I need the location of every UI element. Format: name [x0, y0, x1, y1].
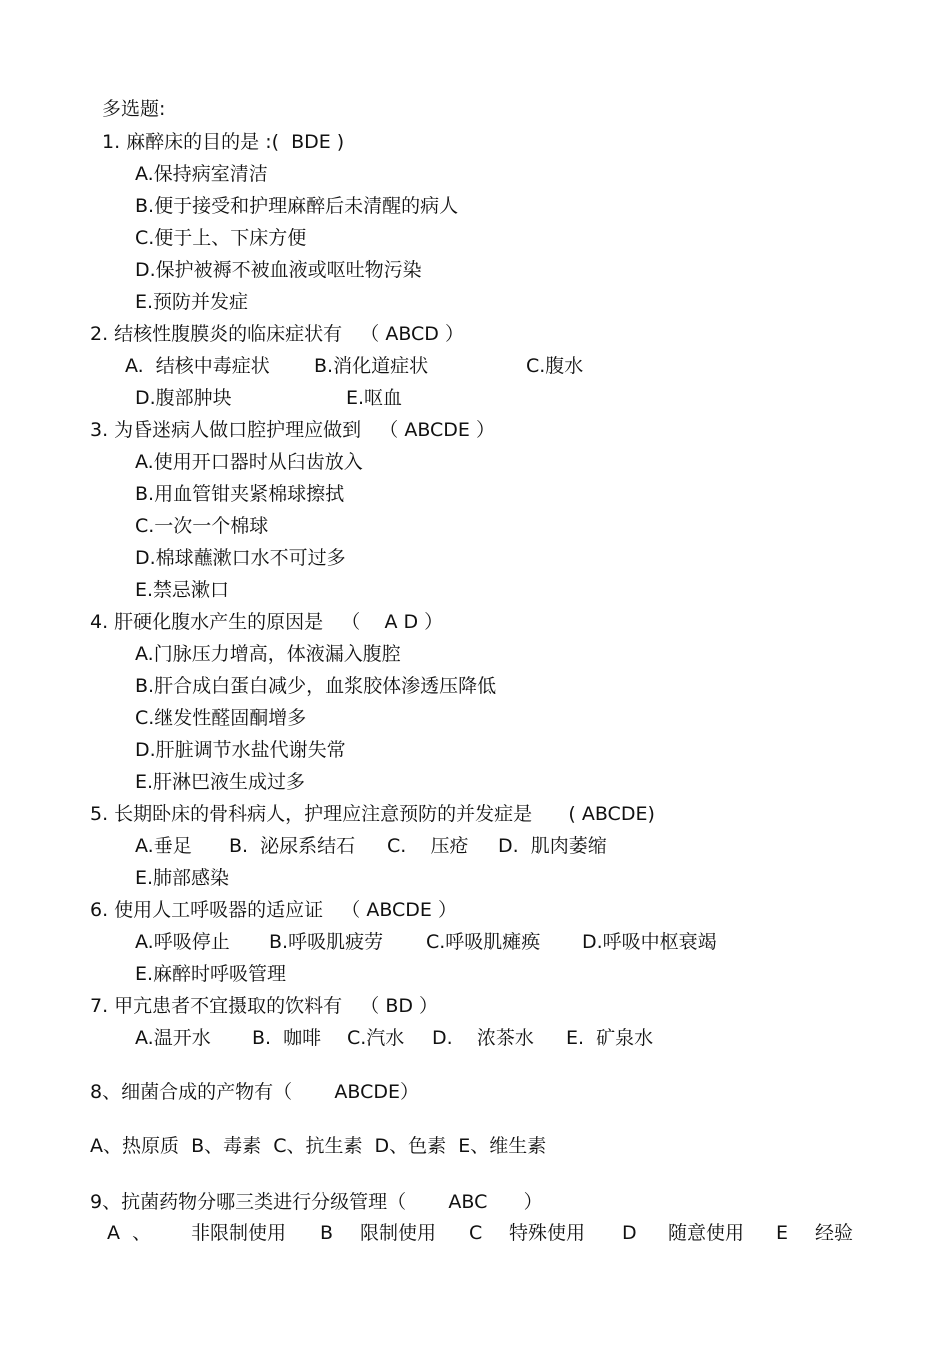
question-3-stem: 3. 为昏迷病人做口腔护理应做到 （ ABCDE ）	[90, 419, 495, 441]
question-2-option-a: A. 结核中毒症状	[125, 355, 270, 377]
question-9-option-e-label: E	[776, 1222, 789, 1244]
question-9-option-b-text: 限制使用	[360, 1222, 437, 1244]
question-7-option-e: E. 矿泉水	[566, 1027, 654, 1049]
question-8-stem: 8、细菌合成的产物有（ ABCDE）	[90, 1081, 419, 1103]
question-1-option-d: D.保护被褥不被血液或呕吐物污染	[135, 259, 422, 281]
question-9-option-c-label: C	[469, 1222, 483, 1244]
question-9-option-a-text: 非限制使用	[191, 1222, 287, 1244]
question-7-option-a: A.温开水	[135, 1027, 211, 1049]
question-6-stem: 6. 使用人工呼吸器的适应证 （ ABCDE ）	[90, 899, 457, 921]
question-6-option-d: D.呼吸中枢衰竭	[582, 931, 717, 953]
question-4-stem: 4. 肝硬化腹水产生的原因是 （ A D ）	[90, 611, 444, 633]
question-3-option-d: D.棉球蘸漱口水不可过多	[135, 547, 346, 569]
question-9-option-e-text: 经验	[815, 1222, 854, 1244]
question-3-option-c: C.一次一个棉球	[135, 515, 269, 537]
question-6-option-a: A.呼吸停止	[135, 931, 230, 953]
question-2-option-e: E.呕血	[346, 387, 403, 409]
question-5-stem: 5. 长期卧床的骨科病人，护理应注意预防的并发症是 ( ABCDE)	[90, 803, 655, 825]
question-3-option-b: B.用血管钳夹紧棉球擦拭	[135, 483, 345, 505]
question-2-option-b: B.消化道症状	[314, 355, 429, 377]
question-4-option-c: C.继发性醛固酮增多	[135, 707, 307, 729]
question-7-option-c: C.汽水	[347, 1027, 405, 1049]
question-2-stem: 2. 结核性腹膜炎的临床症状有 （ ABCD ）	[90, 323, 464, 345]
question-6-option-c: C.呼吸肌瘫痪	[426, 931, 541, 953]
question-9-option-a-label: A 、	[107, 1222, 152, 1244]
question-9-stem: 9、抗菌药物分哪三类进行分级管理（ ABC ）	[90, 1191, 543, 1213]
question-2-option-c: C.腹水	[526, 355, 584, 377]
question-1-option-b: B.便于接受和护理麻醉后未清醒的病人	[135, 195, 459, 217]
heading: 多选题:	[102, 98, 166, 120]
question-8-options: A、热原质 B、毒素 C、抗生素 D、色素 E、维生素	[90, 1135, 547, 1157]
question-7-stem: 7. 甲亢患者不宜摄取的饮料有 （ BD ）	[90, 995, 439, 1017]
question-4-option-d: D.肝脏调节水盐代谢失常	[135, 739, 346, 761]
question-6-option-e: E.麻醉时呼吸管理	[135, 963, 287, 985]
question-1-option-e: E.预防并发症	[135, 291, 249, 313]
question-3-option-a: A.使用开口器时从臼齿放入	[135, 451, 363, 473]
question-5-option-e: E.肺部感染	[135, 867, 230, 889]
question-7-option-d: D. 浓茶水	[432, 1027, 534, 1049]
question-4-option-a: A.门脉压力增高，体液漏入腹腔	[135, 643, 401, 665]
question-9-option-d-text: 随意使用	[668, 1222, 745, 1244]
question-4-option-b: B.肝合成白蛋白减少，血浆胶体渗透压降低	[135, 675, 497, 697]
question-1-stem: 1. 麻醉床的目的是 :( BDE )	[102, 131, 345, 153]
question-4-option-e: E.肝淋巴液生成过多	[135, 771, 306, 793]
question-9-option-b-label: B	[320, 1222, 334, 1244]
question-9-option-c-text: 特殊使用	[509, 1222, 586, 1244]
question-5-option-b: B. 泌尿系结石	[229, 835, 356, 857]
question-6-option-b: B.呼吸肌疲劳	[269, 931, 384, 953]
question-1-option-a: A.保持病室清洁	[135, 163, 268, 185]
question-3-option-e: E.禁忌漱口	[135, 579, 230, 601]
question-2-option-d: D.腹部肿块	[135, 387, 232, 409]
question-1-option-c: C.便于上、下床方便	[135, 227, 307, 249]
question-9-option-d-label: D	[622, 1222, 637, 1244]
question-5-option-c: C. 压疮	[387, 835, 469, 857]
question-5-option-a: A.垂足	[135, 835, 192, 857]
question-5-option-d: D. 肌肉萎缩	[498, 835, 607, 857]
question-7-option-b: B. 咖啡	[252, 1027, 322, 1049]
